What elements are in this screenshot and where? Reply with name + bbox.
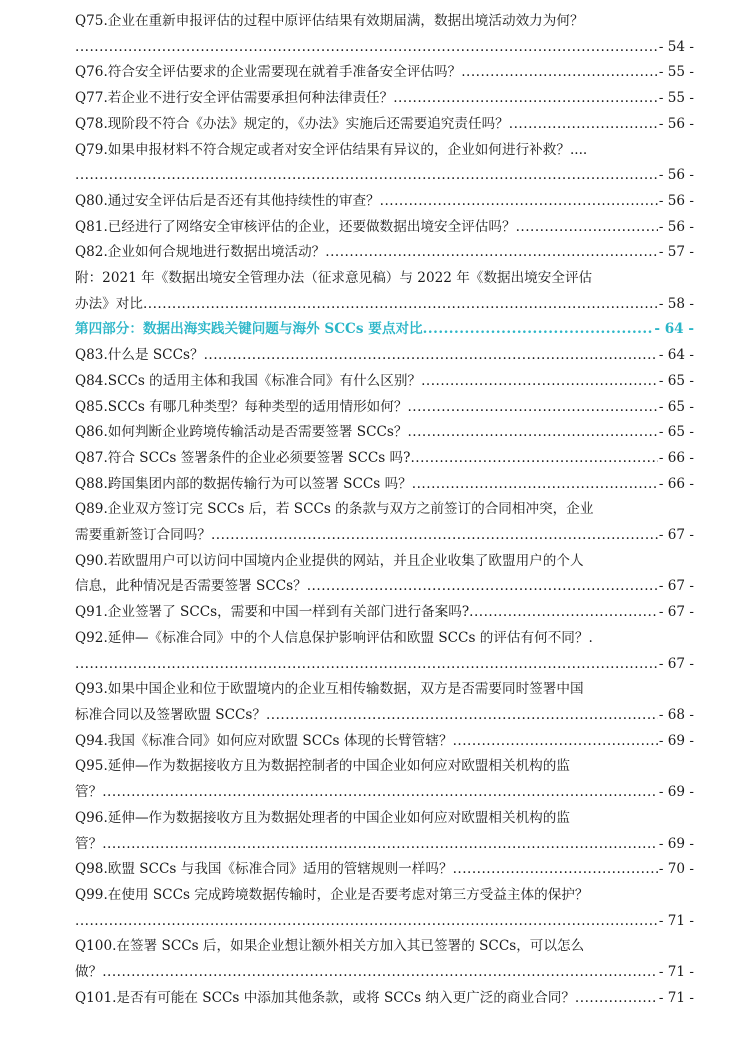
dot-leader: [75, 652, 658, 678]
toc-entry-title: Q89.企业双方签订完 SCCs 后，若 SCCs 的条款与双方之前签订的合同相冲突，企业: [75, 501, 594, 518]
page-number: - 69 -: [658, 835, 694, 852]
toc-entry-title: Q92.延伸—《标准合同》中的个人信息保护影响评估和欧盟 SCCs 的评估有何不同？.: [75, 629, 593, 646]
toc-entry-title: Q95.延伸—作为数据接收方且为数据控制者的中国企业如何应对欧盟相关机构的监: [75, 758, 570, 775]
toc-entry[interactable]: [75, 86, 694, 112]
toc-entry-title: Q77.若企业不进行安全评估需要承担何种法律责任？: [75, 90, 394, 107]
toc-entry[interactable]: [75, 343, 694, 369]
dot-leader: [266, 703, 658, 729]
toc-section-heading[interactable]: [75, 317, 694, 343]
toc-entry-title: 第四部分：数据出海实践关键问题与海外 SCCs 要点对比: [75, 321, 423, 338]
dot-leader: [516, 215, 658, 241]
toc-entry-title: Q94.我国《标准合同》如何应对欧盟 SCCs 体现的长臂管辖？: [75, 732, 453, 749]
dot-leader: [509, 112, 658, 138]
dot-leader: [575, 986, 658, 1012]
dot-leader: [407, 395, 657, 421]
toc-entry-title: Q93.如果中国企业和位于欧盟境内的企业互相传输数据，双方是否需要同时签署中国: [75, 681, 584, 698]
dot-leader: [469, 600, 658, 626]
toc-entry[interactable]: [75, 9, 694, 60]
page-number: - 64 -: [654, 321, 694, 338]
page-number: - 66 -: [658, 449, 694, 466]
page-number: - 71 -: [658, 989, 694, 1006]
toc-entry[interactable]: [75, 420, 694, 446]
toc-entry-title: Q87.符合 SCCs 签署条件的企业必须要签署 SCCs 吗?: [75, 449, 411, 466]
toc-entry[interactable]: [75, 446, 694, 472]
toc-entry-title: Q83.什么是 SCCs？: [75, 347, 204, 364]
toc-entry-title: Q100.在签署 SCCs 后，如果企业想让额外相关方加入其已签署的 SCCs，可以怎么: [75, 938, 585, 955]
toc-entry-title: Q75.企业在重新申报评估的过程中原评估结果有效期届满，数据出境活动效力为何？: [75, 13, 584, 29]
dot-leader: [204, 343, 658, 369]
page-number: - 67 -: [658, 655, 694, 672]
dot-leader: [380, 189, 658, 215]
toc-entry[interactable]: [75, 497, 694, 548]
dot-leader: [423, 317, 654, 343]
toc-entry-title: Q91.企业签署了 SCCs，需要和中国一样到有关部门进行备案吗?: [75, 604, 470, 621]
toc-entry-title: Q85.SCCs 有哪几种类型？每种类型的适用情形如何？: [75, 398, 408, 415]
page-number: - 56 -: [658, 218, 694, 235]
toc-entry[interactable]: [75, 189, 694, 215]
toc-entry-title: Q101.是否有可能在 SCCs 中添加其他条款，或将 SCCs 纳入更广泛的商业合同？: [75, 989, 575, 1006]
page-number: - 70 -: [658, 861, 694, 878]
dot-leader: [102, 832, 658, 858]
toc-entry[interactable]: [75, 626, 694, 677]
toc-entry[interactable]: [75, 549, 694, 600]
toc-entry[interactable]: [75, 883, 694, 934]
toc-entry[interactable]: [75, 754, 694, 805]
toc-entry[interactable]: [75, 677, 694, 728]
page-number: - 55 -: [658, 64, 694, 81]
dot-leader: [453, 857, 658, 883]
page-number: - 55 -: [658, 90, 694, 107]
table-of-contents: [75, 9, 694, 1011]
dot-leader: [102, 780, 658, 806]
page-number: - 57 -: [658, 244, 694, 261]
toc-entry-title: Q84.SCCs 的适用主体和我国《标准合同》有什么区别？: [75, 372, 422, 389]
toc-entry-title: Q99.在使用 SCCs 完成跨境数据传输时，企业是否要考虑对第三方受益主体的保护？: [75, 886, 589, 903]
page-number: - 58 -: [658, 295, 694, 312]
page-number: - 69 -: [658, 784, 694, 801]
page-number: - 65 -: [658, 398, 694, 415]
toc-entry[interactable]: [75, 472, 694, 498]
dot-leader: [461, 60, 658, 86]
page-number: - 67 -: [658, 527, 694, 544]
dot-leader: [410, 446, 657, 472]
dot-leader: [75, 35, 658, 61]
toc-entry-title: Q79.如果申报材料不符合规定或者对安全评估结果有异议的，企业如何进行补救？....: [75, 141, 588, 158]
dot-leader: [412, 472, 658, 498]
toc-entry[interactable]: [75, 215, 694, 241]
dot-leader: [143, 292, 658, 318]
toc-entry[interactable]: [75, 138, 694, 189]
dot-leader: [393, 86, 658, 112]
toc-entry-title: Q88.跨国集团内部的数据传输行为可以签署 SCCs 吗？: [75, 475, 412, 492]
dot-leader: [307, 574, 658, 600]
page-number: - 65 -: [658, 372, 694, 389]
dot-leader: [102, 960, 658, 986]
dot-leader: [75, 909, 658, 935]
toc-entry-title: 管？: [75, 784, 103, 801]
dot-leader: [453, 729, 658, 755]
toc-entry[interactable]: [75, 369, 694, 395]
toc-entry-title: Q81.已经进行了网络安全审核评估的企业，还要做数据出境安全评估吗？: [75, 218, 516, 235]
toc-entry-title: Q96.延伸—作为数据接收方且为数据处理者的中国企业如何应对欧盟相关机构的监: [75, 809, 570, 826]
toc-entry-title: 需要重新签订合同吗？: [75, 527, 211, 544]
toc-entry[interactable]: [75, 986, 694, 1012]
toc-entry-title: 附：2021 年《数据出境安全管理办法（征求意见稿）与 2022 年《数据出境安全评估: [75, 270, 593, 287]
toc-entry[interactable]: [75, 600, 694, 626]
page-number: - 71 -: [658, 964, 694, 981]
toc-entry-title: Q78.现阶段不符合《办法》规定的，《办法》实施后还需要追究责任吗？: [75, 115, 509, 132]
dot-leader: [75, 163, 658, 189]
toc-entry-title: Q90.若欧盟用户可以访问中国境内企业提供的网站，并且企业收集了欧盟用户的个人: [75, 552, 584, 569]
toc-entry-title: Q86.如何判断企业跨境传输活动是否需要签署 SCCs？: [75, 424, 408, 441]
toc-entry-title: Q76.符合安全评估要求的企业需要现在就着手准备安全评估吗？: [75, 64, 462, 81]
toc-entry-title: Q82.企业如何合规地进行数据出境活动？: [75, 244, 326, 261]
page-number: - 66 -: [658, 475, 694, 492]
page-number: - 68 -: [658, 706, 694, 723]
dot-leader: [407, 420, 657, 446]
toc-entry[interactable]: [75, 395, 694, 421]
dot-leader: [325, 240, 658, 266]
toc-entry[interactable]: [75, 857, 694, 883]
toc-entry-title: Q80.通过安全评估后是否还有其他持续性的审查？: [75, 192, 380, 209]
toc-entry[interactable]: [75, 266, 694, 317]
toc-entry-title: 做？: [75, 964, 103, 981]
toc-entry[interactable]: [75, 240, 694, 266]
page-number: - 64 -: [658, 347, 694, 364]
page-number: - 56 -: [658, 115, 694, 132]
toc-entry[interactable]: [75, 806, 694, 857]
toc-entry[interactable]: [75, 934, 694, 985]
page-number: - 56 -: [658, 167, 694, 184]
page-number: - 67 -: [658, 604, 694, 621]
page-number: - 56 -: [658, 192, 694, 209]
toc-entry-title: 管？: [75, 835, 103, 852]
toc-entry-title: 办法》对比: [75, 295, 143, 312]
page-number: - 67 -: [658, 578, 694, 595]
toc-entry[interactable]: [75, 729, 694, 755]
dot-leader: [211, 523, 658, 549]
page-number: - 54 -: [658, 38, 694, 55]
toc-entry-title: 标准合同以及签署欧盟 SCCs？: [75, 706, 266, 723]
page-number: - 65 -: [658, 424, 694, 441]
toc-entry-title: 信息，此种情况是否需要签署 SCCs？: [75, 578, 307, 595]
page-number: - 71 -: [658, 912, 694, 929]
toc-entry[interactable]: [75, 112, 694, 138]
toc-entry-title: Q98.欧盟 SCCs 与我国《标准合同》适用的管辖规则一样吗？: [75, 861, 453, 878]
dot-leader: [421, 369, 658, 395]
toc-entry[interactable]: [75, 60, 694, 86]
page-number: - 69 -: [658, 732, 694, 749]
